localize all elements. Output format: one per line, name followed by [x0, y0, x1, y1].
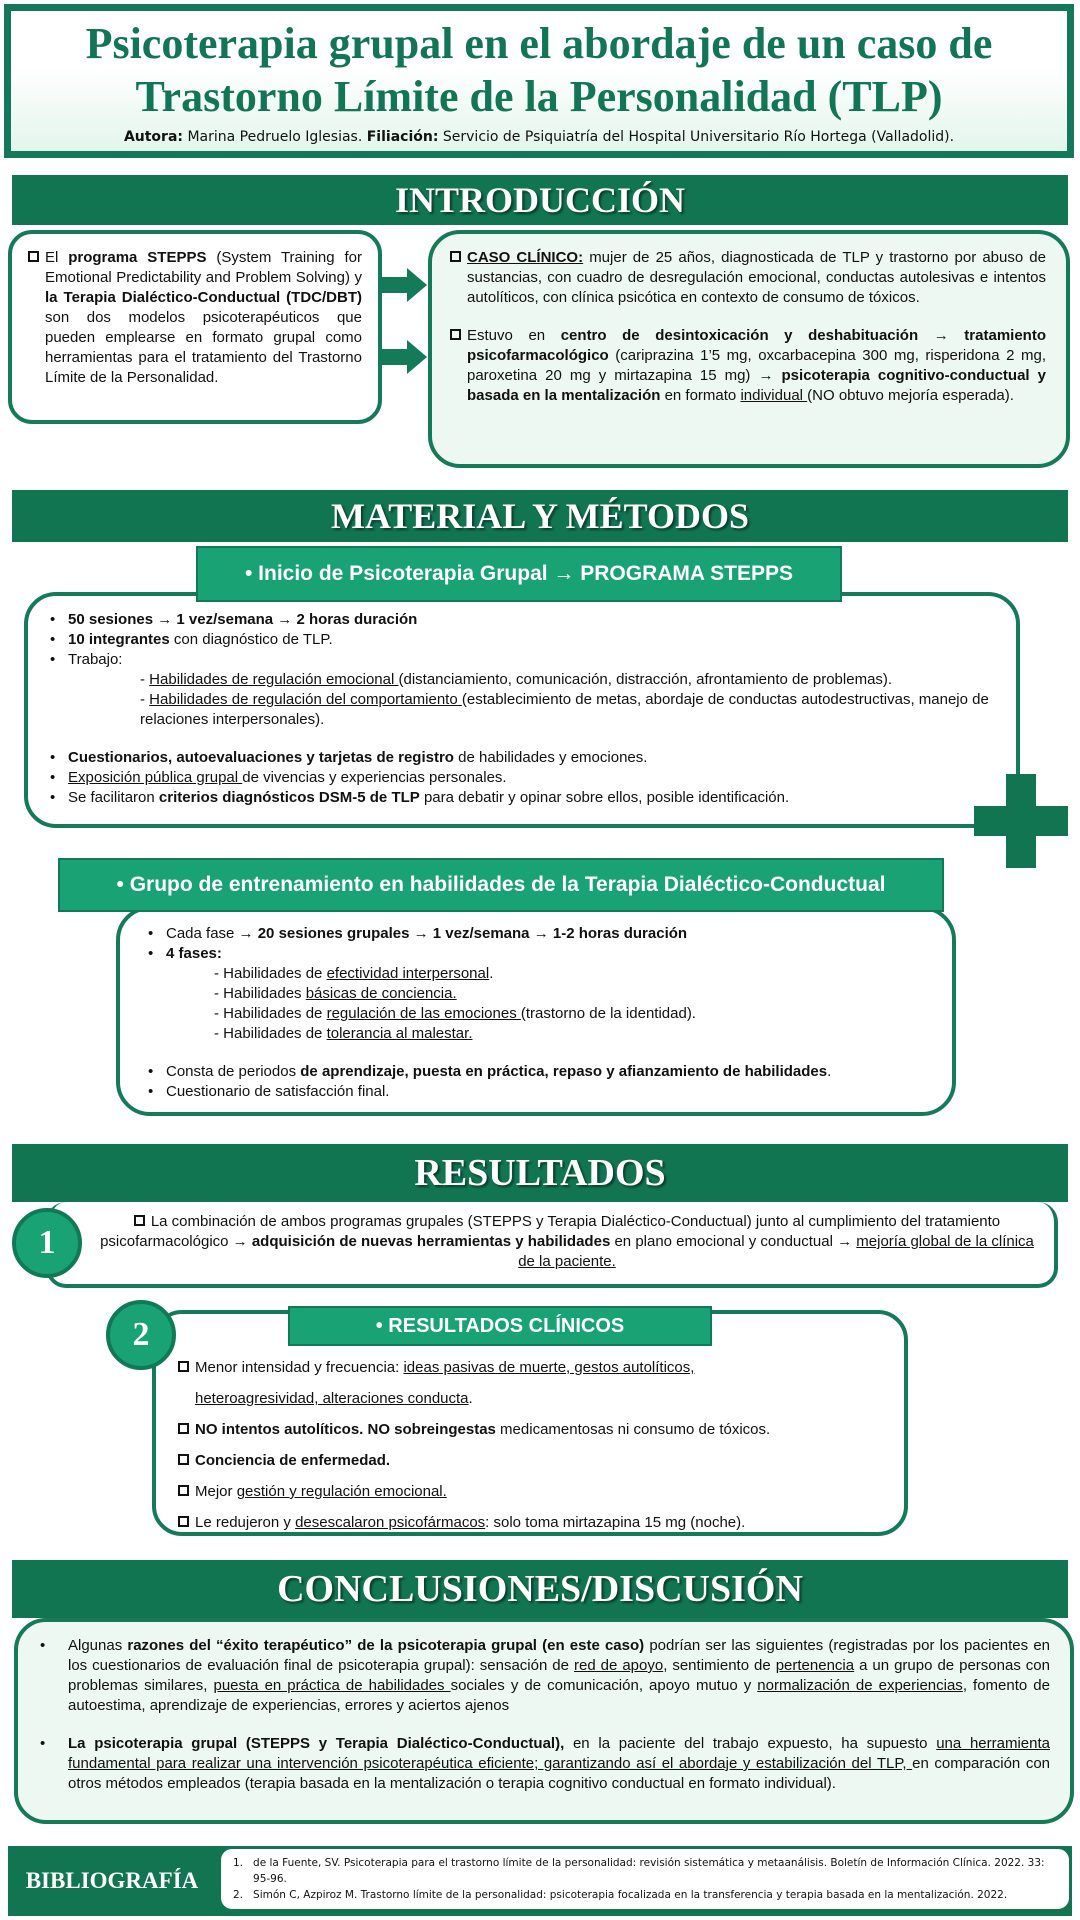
intro-left-box: [8, 230, 382, 424]
list-item: • Consta de periodos de aprendizaje, puesta en práctica, repaso y afianzamiento de habilidades.: [142, 1062, 936, 1082]
list-item: NO intentos autolíticos. NO sobreingestas medicamentosas ni consumo de tóxicos.: [178, 1414, 888, 1445]
list-item: • Cuestionario de satisfacción final.: [142, 1082, 936, 1102]
list-item: - Habilidades de regulación del comportamiento (establecimiento de metas, abordaje de conductas autodestructivas, manejo de relaciones interpersonales).: [140, 691, 989, 728]
section-methods-header: MATERIAL Y MÉTODOS: [12, 490, 1068, 542]
plus-icon: [974, 774, 1068, 868]
dbt-pill: • Grupo de entrenamiento en habilidades de la Terapia Dialéctico-Conductual: [58, 858, 944, 912]
poster-title: Psicoterapia grupal en el abordaje de un caso de Trastorno Límite de la Personalidad (TLP): [85, 19, 993, 121]
list-item: • Cuestionarios, autoevaluaciones y tarjetas de registro de habilidades y emociones.: [44, 748, 1000, 768]
bibliography-list: [218, 1846, 1072, 1912]
arrow-right-icon: [382, 340, 427, 374]
checkbox-icon: [134, 1215, 145, 1226]
poster-header: [4, 4, 1074, 158]
conclusions-box: [14, 1618, 1074, 1824]
list-item: - Habilidades de regulación de las emociones (trastorno de la identidad).: [214, 1005, 696, 1022]
list-item: • La psicoterapia grupal (STEPPS y Terapia Dialéctico-Conductual), en la paciente del trabajo expuesto, ha supuesto una herramienta fundamental para realizar una intervención psicoterapéutica eficiente; garantizando así el abordaje y estabilización del TLP, en comparación con otros métodos empleados (terapia basada en la mentalización o terapia cognitivo conductual en formato individual).: [34, 1734, 1050, 1794]
list-item: Mejor gestión y regulación emocional.: [178, 1476, 888, 1507]
list-item: • Exposición pública grupal de vivencias y experiencias personales.: [44, 768, 1000, 788]
dbt-box: [116, 906, 956, 1116]
section-results-header: RESULTADOS: [12, 1144, 1068, 1202]
result-1-box: [46, 1202, 1058, 1288]
section-conclusions-header: CONCLUSIONES/DISCUSIÓN: [12, 1560, 1068, 1618]
intro-case-box: [428, 230, 1070, 468]
intro-left-text: El programa STEPPS (System Training for Emotional Predictability and Problem Solving) y la Terapia Dialéctico-Conductual (TDC/DBT) son dos modelos psicoterapéuticos que pueden emplearse en formato grupal como herramientas para el tratamiento del Trastorno Límite de la Personalidad.: [45, 249, 362, 386]
list-item: Conciencia de enfermedad.: [178, 1445, 888, 1476]
list-item: - Habilidades de regulación emocional (distanciamiento, comunicación, distracción, afrontamiento de problemas).: [140, 671, 893, 688]
list-item: • Cada fase → 20 sesiones grupales → 1 vez/semana → 1-2 horas duración: [142, 924, 936, 944]
number-badge-2: 2: [106, 1300, 176, 1370]
list-item: - Habilidades de tolerancia al malestar.: [214, 1025, 473, 1042]
section-intro-header: INTRODUCCIÓN: [12, 175, 1068, 225]
list-item: • Algunas razones del “éxito terapéutico” de la psicoterapia grupal (en este caso) podrían ser las siguientes (registradas por los pacientes en los cuestionarios de evaluación final de psicoterapia grupal): sensación de red de apoyo, sentimiento de pertenencia a un grupo de personas con problemas similares, puesta en práctica de habilidades sociales y de comunicación, apoyo mutuo y normalización de experiencias, fomento de autoestima, aprendizaje de experiencias, errores y aciertos ajenos: [34, 1636, 1050, 1716]
clinical-results-pill: • RESULTADOS CLÍNICOS: [288, 1306, 712, 1346]
case-text: CASO CLÍNICO: mujer de 25 años, diagnosticada de TLP y trastorno por abuso de sustancias, con cuadro de desregulación emocional, conductas autolesivas e intentos autolíticos, con clínica psicótica en contexto de consumo de tóxicos.: [467, 249, 1046, 306]
author-line: Autora: Marina Pedruelo Iglesias. Filiación: Servicio de Psiquiatría del Hospital Universitario Río Hortega (Valladolid).: [123, 129, 955, 145]
number-badge-1: 1: [12, 1208, 82, 1278]
list-item: • 4 fases:: [142, 944, 936, 964]
reference-item: 2. Simón C, Azpiroz M. Trastorno límite de la personalidad: psicoterapia focalizada en la transferencia y terapia basada en la mentalización. 2022.: [233, 1889, 1008, 1901]
list-item: Menor intensidad y frecuencia: ideas pasivas de muerte, gestos autolíticos, heteroagresividad, alteraciones conducta.: [178, 1352, 888, 1414]
bibliography-label: BIBLIOGRAFÍA: [25, 1868, 199, 1893]
list-item: • Se facilitaron criterios diagnósticos DSM-5 de TLP para debatir y opinar sobre ellos, posible identificación.: [44, 788, 1000, 808]
stay-text: Estuvo en centro de desintoxicación y deshabituación → tratamiento psicofarmacológico (cariprazina 1’5 mg, oxcarbacepina 300 mg, risperidona 2 mg, paroxetina 20 mg y mirtazapina 15 mg) → psicoterapia cognitivo-conductual y basada en la mentalización en formato individual (NO obtuvo mejoría esperada).: [467, 327, 1046, 404]
list-item: • 50 sesiones → 1 vez/semana → 2 horas duración: [44, 610, 1000, 630]
list-item: - Habilidades básicas de conciencia.: [214, 985, 457, 1002]
stepps-pill: • Inicio de Psicoterapia Grupal → PROGRAMA STEPPS: [196, 546, 842, 602]
list-item: • 10 integrantes con diagnóstico de TLP.: [44, 630, 1000, 650]
stepps-box: [24, 592, 1020, 828]
reference-item: 1. de la Fuente, SV. Psicoterapia para el trastorno límite de la personalidad: revisión sistemática y metaanálisis. Boletín de Información Clínica. 2022. 33: 95-96.: [233, 1857, 1045, 1885]
arrow-right-icon: [382, 268, 427, 302]
result-1-text: La combinación de ambos programas grupales (STEPPS y Terapia Dialéctico-Conductual) junto al cumplimiento del tratamiento psicofarmacológico → adquisición de nuevas herramientas y habilidades en plano emocional y conductual → mejoría global de la clínica de la paciente.: [100, 1213, 1034, 1270]
list-item: Le redujeron y desescalaron psicofármacos: solo toma mirtazapina 15 mg (noche).: [178, 1507, 888, 1538]
list-item: - Habilidades de efectividad interpersonal.: [214, 965, 494, 982]
list-item: • Trabajo:: [44, 650, 1000, 670]
